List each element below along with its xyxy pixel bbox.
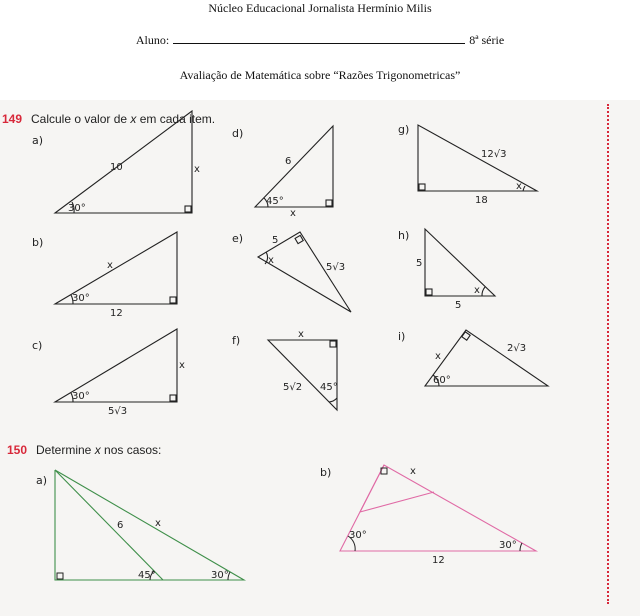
side-label: 12: [110, 308, 123, 319]
angle-label: x: [474, 285, 480, 296]
school-name: Núcleo Educacional Jornalista Hermínio Milis: [208, 1, 432, 15]
side-label: 5√2: [283, 382, 303, 393]
triangle-149h: [425, 229, 495, 296]
side-label: x: [410, 466, 416, 477]
angle-label: 60°: [433, 375, 451, 386]
figure-150b: [340, 465, 536, 551]
side-label: x: [298, 329, 304, 340]
angle-label: 30°: [499, 540, 517, 551]
side-label: x: [290, 208, 296, 219]
side-label: 5: [455, 300, 462, 311]
side-label: 12: [432, 555, 445, 566]
angle-label: 30°: [349, 530, 367, 541]
angle-label: 30°: [211, 570, 229, 581]
item-label-149a: a): [32, 134, 44, 147]
item-label-149d: d): [232, 127, 244, 140]
angle-label: 45°: [320, 382, 338, 393]
side-label: 18: [475, 195, 488, 206]
figure-150a: [55, 470, 244, 580]
triangle-149f: [268, 340, 337, 410]
item-label-150b: b): [320, 466, 332, 479]
side-label: 10: [110, 162, 123, 173]
side-label: x: [107, 260, 113, 271]
side-label: x: [179, 360, 185, 371]
q150-number: 150: [7, 443, 28, 457]
side-label: 5: [272, 235, 279, 246]
side-label: 12√3: [481, 149, 507, 160]
side-label: 6: [285, 156, 292, 167]
angle-label: 45°: [266, 196, 284, 207]
side-label: 5√3: [108, 406, 128, 417]
q149-number: 149: [2, 112, 23, 126]
item-label-149b: b): [32, 236, 44, 249]
angle-label: 45°: [138, 570, 156, 581]
item-label-149f: f): [232, 334, 241, 347]
side-label: x: [155, 518, 161, 529]
item-label-149c: c): [32, 339, 43, 352]
angle-label: x: [516, 181, 522, 192]
item-label-149i: i): [398, 330, 406, 343]
side-label: 2√3: [507, 343, 527, 354]
evaluation-title: Avaliação de Matemática sobre “Razões Trigonometricas”: [179, 68, 461, 82]
q149-instruction: Calcule o valor de x em cada item.: [31, 112, 216, 126]
angle-label: 30°: [72, 391, 90, 402]
angle-label: 30°: [68, 203, 86, 214]
item-label-150a: a): [36, 474, 48, 487]
student-label: Aluno:: [135, 33, 170, 47]
side-label: 5: [416, 258, 423, 269]
triangle-149d: [255, 126, 333, 207]
item-label-149e: e): [232, 232, 244, 245]
side-label: 6: [117, 520, 124, 531]
angle-label: x: [268, 255, 274, 266]
side-label: 5√3: [326, 262, 346, 273]
side-label: x: [435, 351, 441, 362]
item-label-149h: h): [398, 229, 410, 242]
item-label-149g: g): [398, 123, 410, 136]
grade-label: 8ª série: [469, 33, 505, 47]
triangle-149a: [55, 111, 192, 213]
side-label: x: [194, 164, 200, 175]
q150-instruction: Determine x nos casos:: [36, 443, 162, 457]
angle-label: 30°: [72, 293, 90, 304]
